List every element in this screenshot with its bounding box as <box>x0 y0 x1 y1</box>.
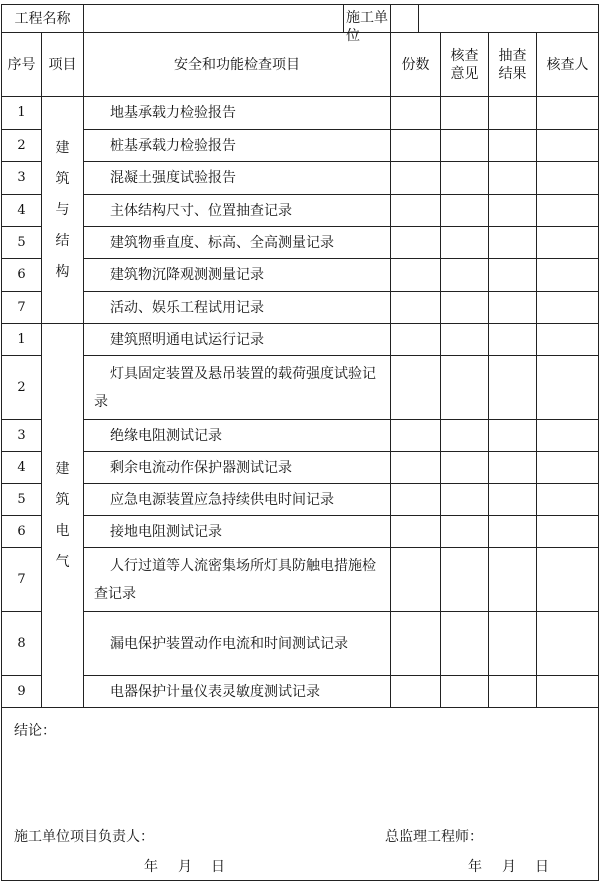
check-item-text: 绝缘电阻测试记录 <box>84 420 391 452</box>
spot-cell[interactable] <box>489 292 537 324</box>
opinion-cell[interactable] <box>441 420 489 452</box>
table-row <box>2 324 599 356</box>
date-year-right: 年 <box>468 859 482 875</box>
row-number: 1 <box>2 324 42 356</box>
checker-cell[interactable] <box>537 195 599 227</box>
header-spot-line2: 结果 <box>498 65 527 82</box>
spot-cell[interactable] <box>489 420 537 452</box>
checker-cell[interactable] <box>537 162 599 195</box>
category-char: 筑 <box>55 170 70 187</box>
spot-cell[interactable] <box>489 612 537 676</box>
category-char: 与 <box>55 201 70 218</box>
row-number: 7 <box>2 292 42 324</box>
opinion-cell[interactable] <box>441 130 489 162</box>
row-number: 7 <box>2 548 42 612</box>
checker-cell[interactable] <box>537 548 599 612</box>
spot-cell[interactable] <box>489 676 537 708</box>
table-row <box>2 516 599 548</box>
header-copies: 份数 <box>391 33 441 97</box>
check-item-text: 接地电阻测试记录 <box>84 516 391 548</box>
spot-cell[interactable] <box>489 130 537 162</box>
row-number: 5 <box>2 227 42 259</box>
opinion-cell[interactable] <box>441 162 489 195</box>
table-row <box>2 259 599 292</box>
project-info-row <box>2 5 599 33</box>
header-opinion-line1: 核查 <box>450 47 479 64</box>
check-item-text: 混凝土强度试验报告 <box>84 162 391 195</box>
check-item-text: 主体结构尺寸、位置抽查记录 <box>84 195 391 227</box>
check-item-text: 地基承载力检验报告 <box>84 97 391 130</box>
conclusion-row <box>2 708 599 881</box>
category-char: 电 <box>55 522 70 539</box>
opinion-cell[interactable] <box>441 516 489 548</box>
construction-unit-value[interactable] <box>391 5 599 33</box>
table-row <box>2 97 599 130</box>
opinion-cell[interactable] <box>441 97 489 130</box>
table-row <box>2 356 599 420</box>
checker-cell[interactable] <box>537 420 599 452</box>
check-item-text: 电器保护计量仪表灵敏度测试记录 <box>84 676 391 708</box>
header-opinion <box>441 33 489 97</box>
conclusion-label: 结论： <box>14 723 56 739</box>
check-item-text: 建筑物沉降观测测量记录 <box>84 259 391 292</box>
copies-cell[interactable] <box>391 612 441 676</box>
checker-cell[interactable] <box>537 227 599 259</box>
table-row <box>2 484 599 516</box>
date-month-left: 月 <box>178 859 192 875</box>
opinion-cell[interactable] <box>441 676 489 708</box>
spot-cell[interactable] <box>489 97 537 130</box>
category-char: 建 <box>55 460 70 477</box>
row-number: 6 <box>2 259 42 292</box>
copies-cell[interactable] <box>391 452 441 484</box>
row-number: 1 <box>2 97 42 130</box>
table-row <box>2 612 599 676</box>
header-opinion-line2: 意见 <box>450 65 479 82</box>
check-item-text: 剩余电流动作保护器测试记录 <box>84 452 391 484</box>
copies-cell[interactable] <box>391 195 441 227</box>
category-char: 筑 <box>55 491 70 508</box>
table-row <box>2 162 599 195</box>
spot-cell[interactable] <box>489 324 537 356</box>
copies-cell[interactable] <box>391 292 441 324</box>
check-item-text: 人行过道等人流密集场所灯具防触电措施检查记录 <box>84 548 391 612</box>
copies-cell[interactable] <box>391 97 441 130</box>
table-row <box>2 452 599 484</box>
copies-cell[interactable] <box>391 227 441 259</box>
table-row <box>2 292 599 324</box>
header-seq: 序号 <box>2 33 42 97</box>
table-row <box>2 676 599 708</box>
spot-cell[interactable] <box>489 516 537 548</box>
row-number: 9 <box>2 676 42 708</box>
chief-supervisor-label: 总监理工程师： <box>385 829 483 845</box>
category-char: 结 <box>55 232 70 249</box>
table-row <box>2 548 599 612</box>
checker-cell[interactable] <box>537 356 599 420</box>
check-item-text: 灯具固定装置及悬吊装置的载荷强度试验记录 <box>84 356 391 420</box>
header-checker: 核查人 <box>537 33 599 97</box>
project-name-value[interactable] <box>84 5 391 44</box>
opinion-cell[interactable] <box>441 227 489 259</box>
copies-cell[interactable] <box>391 548 441 612</box>
spot-cell[interactable] <box>489 452 537 484</box>
row-number: 2 <box>2 356 42 420</box>
row-number: 3 <box>2 162 42 195</box>
opinion-cell[interactable] <box>441 324 489 356</box>
checker-cell[interactable] <box>537 97 599 130</box>
construction-unit-label: 施工单位 <box>346 10 388 44</box>
opinion-cell[interactable] <box>441 195 489 227</box>
copies-cell[interactable] <box>391 676 441 708</box>
date-year-left: 年 <box>144 859 158 875</box>
date-month-right: 月 <box>502 859 516 875</box>
spot-cell[interactable] <box>489 227 537 259</box>
inspection-table <box>1 4 599 881</box>
category-char: 建 <box>55 139 70 156</box>
category-electrical <box>42 324 84 708</box>
table-row <box>2 227 599 259</box>
category-char: 气 <box>55 553 70 570</box>
opinion-cell[interactable] <box>441 292 489 324</box>
spot-cell[interactable] <box>489 356 537 420</box>
spot-cell[interactable] <box>489 548 537 612</box>
category-structure <box>42 97 84 324</box>
row-number: 5 <box>2 484 42 516</box>
spot-cell[interactable] <box>489 162 537 195</box>
header-item: 项目 <box>42 33 84 97</box>
opinion-cell[interactable] <box>441 356 489 420</box>
header-spot-line1: 抽查 <box>498 47 527 64</box>
copies-cell[interactable] <box>391 324 441 356</box>
copies-cell[interactable] <box>391 162 441 195</box>
header-spot-check <box>489 33 537 97</box>
spot-cell[interactable] <box>489 259 537 292</box>
check-item-text: 漏电保护装置动作电流和时间测试记录 <box>84 612 391 676</box>
project-name-label: 工程名称 <box>2 5 84 33</box>
checker-cell[interactable] <box>537 130 599 162</box>
row-number: 3 <box>2 420 42 452</box>
category-char: 构 <box>55 263 70 280</box>
conclusion-cell[interactable] <box>2 708 599 881</box>
row-number: 4 <box>2 195 42 227</box>
row-number: 6 <box>2 516 42 548</box>
copies-cell[interactable] <box>391 484 441 516</box>
check-item-text: 桩基承载力检验报告 <box>84 130 391 162</box>
header-check-item: 安全和功能检查项目 <box>84 33 391 97</box>
row-number: 8 <box>2 612 42 676</box>
opinion-cell[interactable] <box>441 548 489 612</box>
copies-cell[interactable] <box>391 516 441 548</box>
checker-cell[interactable] <box>537 612 599 676</box>
table-row <box>2 195 599 227</box>
checker-cell[interactable] <box>537 292 599 324</box>
copies-cell[interactable] <box>391 130 441 162</box>
checker-cell[interactable] <box>537 259 599 292</box>
opinion-cell[interactable] <box>441 452 489 484</box>
table-header-row <box>2 33 599 97</box>
check-item-text: 应急电源装置应急持续供电时间记录 <box>84 484 391 516</box>
copies-cell[interactable] <box>391 259 441 292</box>
checker-cell[interactable] <box>537 452 599 484</box>
spot-cell[interactable] <box>489 195 537 227</box>
table-row <box>2 130 599 162</box>
checker-cell[interactable] <box>537 324 599 356</box>
checker-cell[interactable] <box>537 516 599 548</box>
date-day-left: 日 <box>211 859 225 875</box>
check-item-text: 活动、娱乐工程试用记录 <box>84 292 391 324</box>
check-item-text: 建筑照明通电试运行记录 <box>84 324 391 356</box>
construction-manager-label: 施工单位项目负责人： <box>14 829 154 845</box>
spot-cell[interactable] <box>489 484 537 516</box>
row-number: 4 <box>2 452 42 484</box>
opinion-cell[interactable] <box>441 612 489 676</box>
date-day-right: 日 <box>535 859 549 875</box>
checker-cell[interactable] <box>537 484 599 516</box>
table-row <box>2 420 599 452</box>
opinion-cell[interactable] <box>441 259 489 292</box>
checker-cell[interactable] <box>537 676 599 708</box>
copies-cell[interactable] <box>391 356 441 420</box>
row-number: 2 <box>2 130 42 162</box>
copies-cell[interactable] <box>391 420 441 452</box>
check-item-text: 建筑物垂直度、标高、全高测量记录 <box>84 227 391 259</box>
opinion-cell[interactable] <box>441 484 489 516</box>
